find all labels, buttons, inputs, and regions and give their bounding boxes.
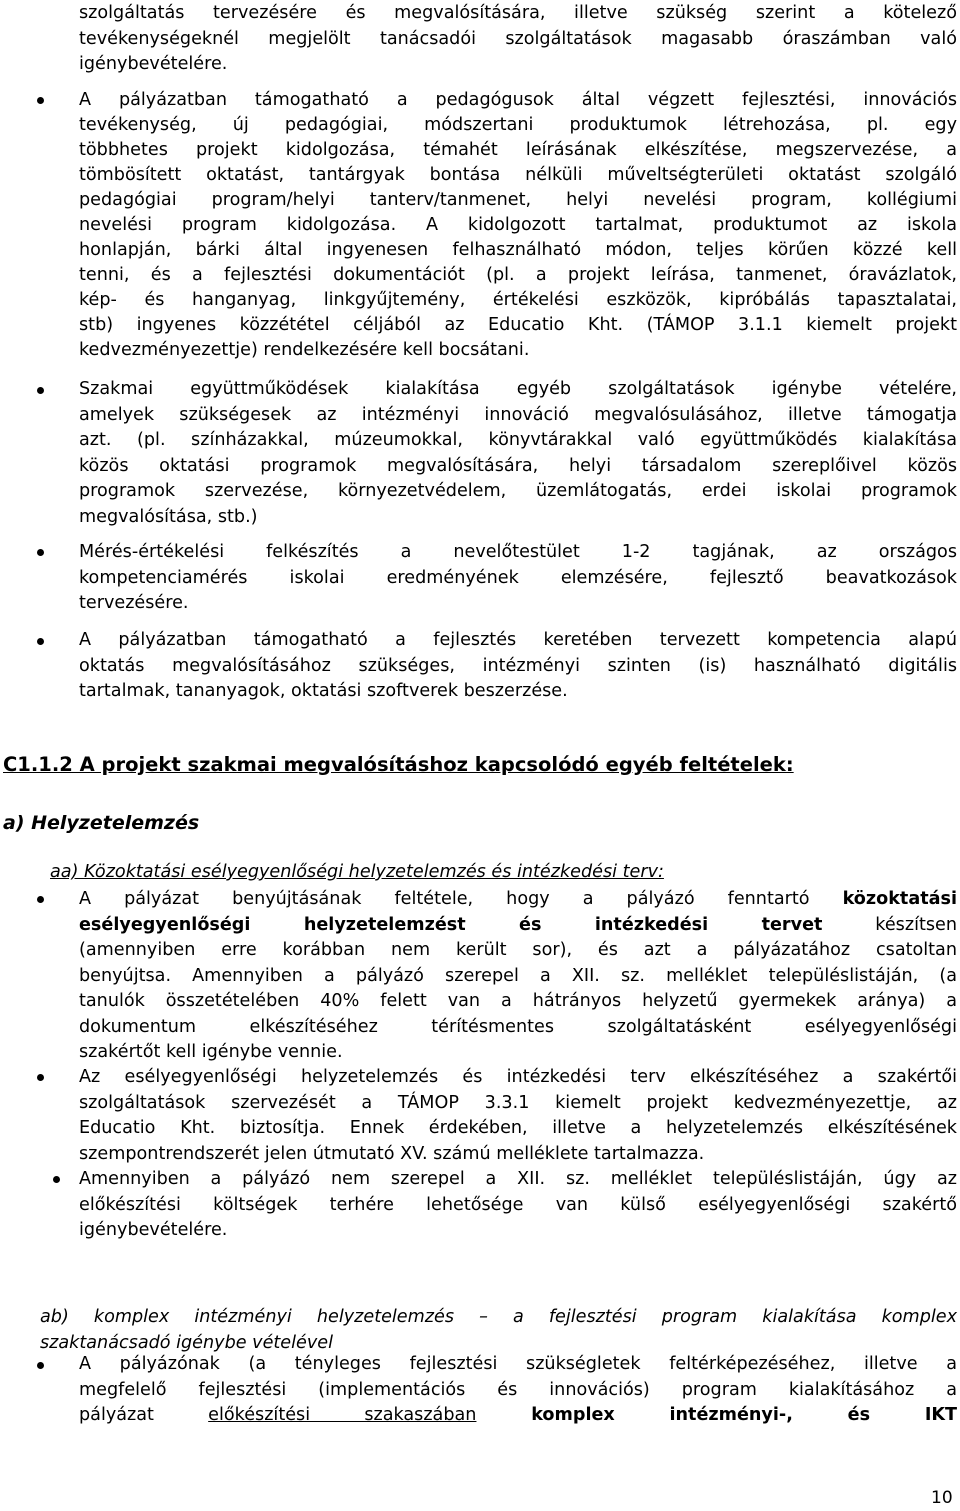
text-line: stb) ingyenes közzététel céljából az Educatio Kht. (TÁMOP 3.1.1 kiemelt projekt	[79, 315, 957, 335]
text-line: előkészítési költségek terhére lehetősége van külső esélyegyenlőségi szakértő	[79, 1194, 957, 1215]
section-heading: C1.1.2 A projekt szakmai megvalósításhoz kapcsolódó egyéb feltételek:	[3, 753, 794, 776]
text-span: A pályázat benyújtásának feltétele, hogy a pályázó fenntartó	[79, 889, 843, 909]
text-line: szolgáltatások szervezését a TÁMOP 3.3.1 kiemelt projekt kedvezményezettje, az	[79, 1092, 957, 1113]
text-line: benyújtsa. Amennyiben a pályázó szerepel a XII. sz. melléklet településlistáján, (a	[79, 965, 957, 986]
text-line	[79, 912, 957, 938]
text-line: Educatio Kht. biztosítja. Ennek érdekében, illetve a helyzetelemzés elkészítésének	[79, 1118, 957, 1138]
text-line: nevelési program kidolgozása. A kidolgozott tartalmat, produktumot az iskola	[79, 215, 957, 235]
text-line: dokumentum elkészítéséhez térítésmentes szolgáltatásként esélyegyenlőségi	[79, 1016, 957, 1037]
text-line: programok szervezése, környezetvédelem, üzemlátogatás, erdei iskolai programok	[79, 481, 957, 501]
text-line: többhetes projekt kidolgozása, témahét leírásának elkészítése, megszervezése, a	[79, 140, 957, 160]
text-line: A pályázatban támogatható a pedagógusok által végzett fejlesztési, innovációs	[79, 90, 957, 110]
text-line: amelyek szükségesek az intézményi innováció megvalósulásához, illetve támogatja	[79, 404, 957, 425]
text-line: Mérés-értékelési felkészítés a nevelőtestület 1-2 tagjának, az országos	[79, 542, 957, 562]
text-span: pályázat	[79, 1405, 209, 1425]
text-line: megvalósítása, stb.)	[79, 506, 258, 527]
text-line: oktatás megvalósításához szükséges, intézményi szinten (is) használható digitális	[79, 655, 957, 676]
text-line: megfelelő fejlesztési (implementációs és innovációs) program kialakításához a	[79, 1379, 957, 1400]
text-line: Az esélyegyenlőségi helyzetelemzés és intézkedési terv elkészítéséhez a szakértői	[79, 1067, 957, 1087]
bullet-dot	[37, 549, 44, 556]
text-line: ab) komplex intézményi helyzetelemzés – a fejlesztési program kialakítása komplex	[40, 1307, 957, 1327]
bullet-dot	[37, 896, 44, 903]
bullet-dot	[37, 97, 44, 104]
text-line: tartalmak, tananyagok, oktatási szoftverek beszerzése.	[79, 681, 568, 701]
subheading-helyzetelemzes: a) Helyzetelemzés	[3, 812, 200, 834]
text-line: szaktanácsadó igénybe vételével	[40, 1332, 333, 1353]
text-line: közös oktatási programok megvalósítására, helyi társadalom szereplőivel közös	[79, 455, 957, 476]
underlined-text: előkészítési szakaszában	[208, 1405, 477, 1425]
text-line: szolgáltatás tervezésére és megvalósítására, illetve szükség szerint a kötelező	[79, 3, 957, 23]
text-line: azt. (pl. színházakkal, múzeumokkal, könyvtárakkal való együttműködés kialakítása	[79, 430, 957, 450]
text-line	[79, 1402, 957, 1428]
bullet-dot	[37, 387, 44, 394]
text-line: tervezésére.	[79, 593, 189, 613]
text-line: szakértőt kell igénybe vennie.	[79, 1042, 343, 1062]
text-line: tevékenység, új pedagógiai, módszertani produktumok létrehozása, pl. egy	[79, 115, 957, 135]
text-line: igénybevételére.	[79, 54, 228, 74]
text-line: tenni, és a fejlesztési dokumentációt (pl. a projekt leírása, tanmenet, óravázlatok,	[79, 265, 957, 285]
bullet-dot	[37, 1074, 44, 1081]
bold-text: közoktatási	[842, 889, 957, 909]
text-line: A pályázatban támogatható a fejlesztés keretében tervezett kompetencia alapú	[79, 630, 957, 650]
text-line: igénybevételére.	[79, 1220, 228, 1240]
bullet-dot	[53, 1176, 60, 1183]
text-span: készítsen	[822, 914, 958, 935]
text-line: kedvezményezettje) rendelkezésére kell bocsátani.	[79, 340, 530, 360]
text-line: A pályázónak (a tényleges fejlesztési szükségletek feltérképezéséhez, illetve a	[79, 1354, 957, 1374]
text-line: tömbösített oktatást, tantárgyak bontása nélküli műveltségterületi oktatást szolgáló	[79, 165, 957, 185]
text-line: honlapján, bárki által ingyenesen felhasználható módon, teljes körűen közzé kell	[79, 240, 957, 260]
bold-text: esélyegyenlőségi helyzetelemzést és intézkedési tervet	[79, 914, 823, 935]
text-line: tanulók összetételében 40% felett van a hátrányos helyzetű gyermekek aránya) a	[79, 991, 957, 1011]
text-line: (amennyiben erre korábban nem került sor), és azt a pályázatához csatoltan	[79, 940, 957, 960]
bullet-dot	[37, 1362, 44, 1369]
bullet-dot	[37, 638, 44, 645]
text-line: kép- és hanganyag, linkgyűjtemény, értékelési eszközök, kipróbálás tapasztalatai,	[79, 290, 957, 310]
text-line: Amennyiben a pályázó nem szerepel a XII. sz. melléklet településlistáján, úgy az	[79, 1169, 957, 1189]
text-line: szempontrendszerét jelen útmutató XV. számú melléklete tartalmazza.	[79, 1143, 705, 1164]
page-number: 10	[931, 1488, 953, 1508]
subsection-title-aa: aa) Közoktatási esélyegyenlőségi helyzetelemzés és intézkedési terv:	[50, 862, 664, 882]
text-line	[79, 886, 957, 912]
text-line: tevékenységeknél megjelölt tanácsadói szolgáltatások magasabb óraszámban való	[79, 28, 957, 49]
bold-text: komplex intézményi-, és IKT	[476, 1405, 957, 1425]
text-line: kompetenciamérés iskolai eredményének elemzésére, fejlesztő beavatkozások	[79, 567, 957, 588]
text-line: pedagógiai program/helyi tanterv/tanmenet, helyi nevelési program, kollégiumi	[79, 190, 957, 210]
text-line: Szakmai együttműködések kialakítása egyéb szolgáltatások igénybe vételére,	[79, 379, 957, 399]
